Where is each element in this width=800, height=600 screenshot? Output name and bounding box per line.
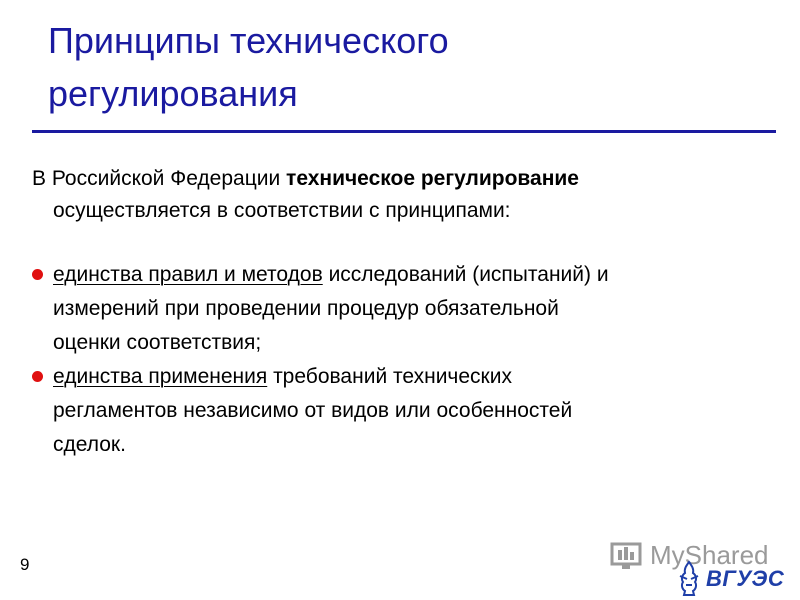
underlined-principle: единства правил и методов [53,263,323,286]
list-item [32,360,772,462]
list-item-text: исследований (испытаний) и [322,263,609,286]
intro-bold-term: техническое регулирование [286,167,579,190]
page-number: 9 [20,555,30,574]
list-item-line-1 [53,360,772,394]
emblem-figure-icon [674,560,704,596]
slide-title-line-1: Принципы технического [48,20,449,61]
underlined-principle: единства применения [53,365,268,388]
intro-line-2: осуществляется в соответствии с принципами: [53,199,511,222]
bullet-dot-icon [32,371,43,382]
slide-title [48,14,768,120]
intro-paragraph [32,163,772,227]
intro-line-1 [32,163,772,195]
intro-prefix: В Российской Федерации [32,167,287,190]
logo-text: ВГУЭС [706,566,785,591]
university-logo [672,560,785,596]
list-item [32,258,772,360]
list-item-line-3: оценки соответствия; [53,331,262,354]
principles-list [32,258,772,462]
watermark-text: MyShared [650,540,769,570]
slide-title-line-2: регулирования [48,73,298,114]
title-divider [32,130,776,133]
watermark-icon [608,538,646,572]
list-item-line-1 [53,258,772,292]
list-item-text: требований технических [267,365,512,388]
list-item-line-3: сделок. [53,433,126,456]
list-item-line-2: измерений при проведении процедур обязательной [53,297,559,320]
list-item-line-2: регламентов независимо от видов или особенностей [53,399,573,422]
bullet-dot-icon [32,269,43,280]
